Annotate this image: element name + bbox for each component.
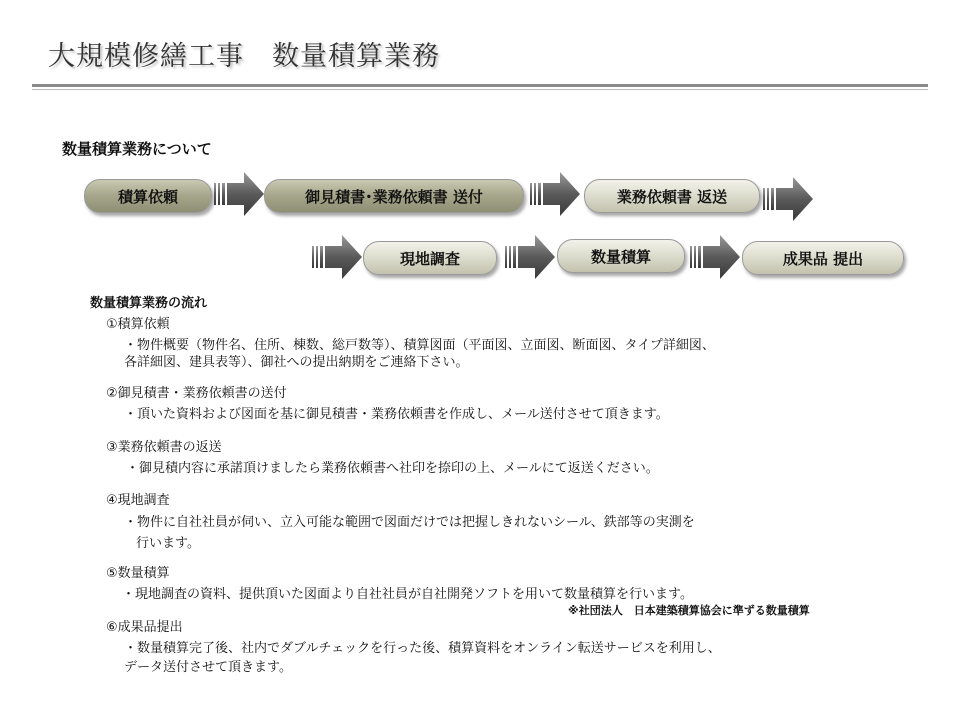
step-6-heading: ⑥成果品提出	[106, 620, 183, 635]
flow-step-request: 積算依頼	[84, 179, 212, 213]
step-2-heading: ②御見積書・業務依頼書の送付	[106, 386, 287, 401]
flow-arrow-icon	[214, 172, 264, 216]
header-divider	[32, 84, 928, 87]
step-1-text: ・物件概要（物件名、住所、棟数、総戸数等）、積算図面（平面図、立面図、断面図、タイプ詳細図、	[124, 338, 715, 353]
flow-arrow-icon	[763, 177, 813, 221]
flow-step-quantity-estimate: 数量積算	[557, 239, 685, 273]
step-4-text: ・物件に自社社員が伺い、立入可能な範囲で図面だけでは把握しきれないシール、鉄部等の実測を	[124, 515, 695, 530]
page-title: 大規模修繕工事 数量積算業務	[48, 41, 440, 72]
step-5-note: ※社団法人 日本建築積算協会に準ずる数量積算	[568, 604, 810, 617]
about-section-title: 数量積算業務について	[62, 140, 212, 158]
step-5-heading: ⑤数量積算	[106, 566, 170, 581]
flow-step-estimate-send: 御見積書･業務依頼書 送付	[264, 179, 524, 213]
step-1-text: 各詳細図、建具表等）、御社への提出納期をご連絡下さい。	[124, 355, 469, 370]
step-3-heading: ③業務依頼書の返送	[106, 440, 222, 455]
step-6-text: データ送付させて頂きます。	[124, 660, 292, 675]
flow-step-deliverable-submit: 成果品 提出	[742, 241, 904, 275]
flow-arrow-icon	[312, 235, 362, 279]
step-4-heading: ④現地調査	[106, 493, 170, 508]
flow-details-title: 数量積算業務の流れ	[90, 296, 208, 311]
flow-step-site-survey: 現地調査	[363, 241, 497, 275]
step-1-heading: ①積算依頼	[106, 317, 170, 332]
step-5-text: ・現地調査の資料、提供頂いた図面より自社社員が自社開発ソフトを用いて数量積算を行います。	[122, 587, 693, 602]
flow-arrow-icon	[505, 235, 555, 279]
step-2-text: ・頂いた資料および図面を基に御見積書・業務依頼書を作成し、メール送付させて頂きます。	[124, 407, 669, 422]
flow-arrow-icon	[690, 235, 740, 279]
header-divider-thin	[32, 89, 928, 90]
flow-step-order-return: 業務依頼書 返送	[584, 179, 760, 213]
step-3-text: ・御見積内容に承諾頂けましたら業務依頼書へ社印を捺印の上、メールにて返送ください。	[126, 461, 659, 476]
step-4-text: 行います。	[136, 536, 200, 551]
flow-arrow-icon	[530, 172, 580, 216]
step-6-text: ・数量積算完了後、社内でダブルチェックを行った後、積算資料をオンライン転送サービスを利用し、	[124, 641, 721, 656]
